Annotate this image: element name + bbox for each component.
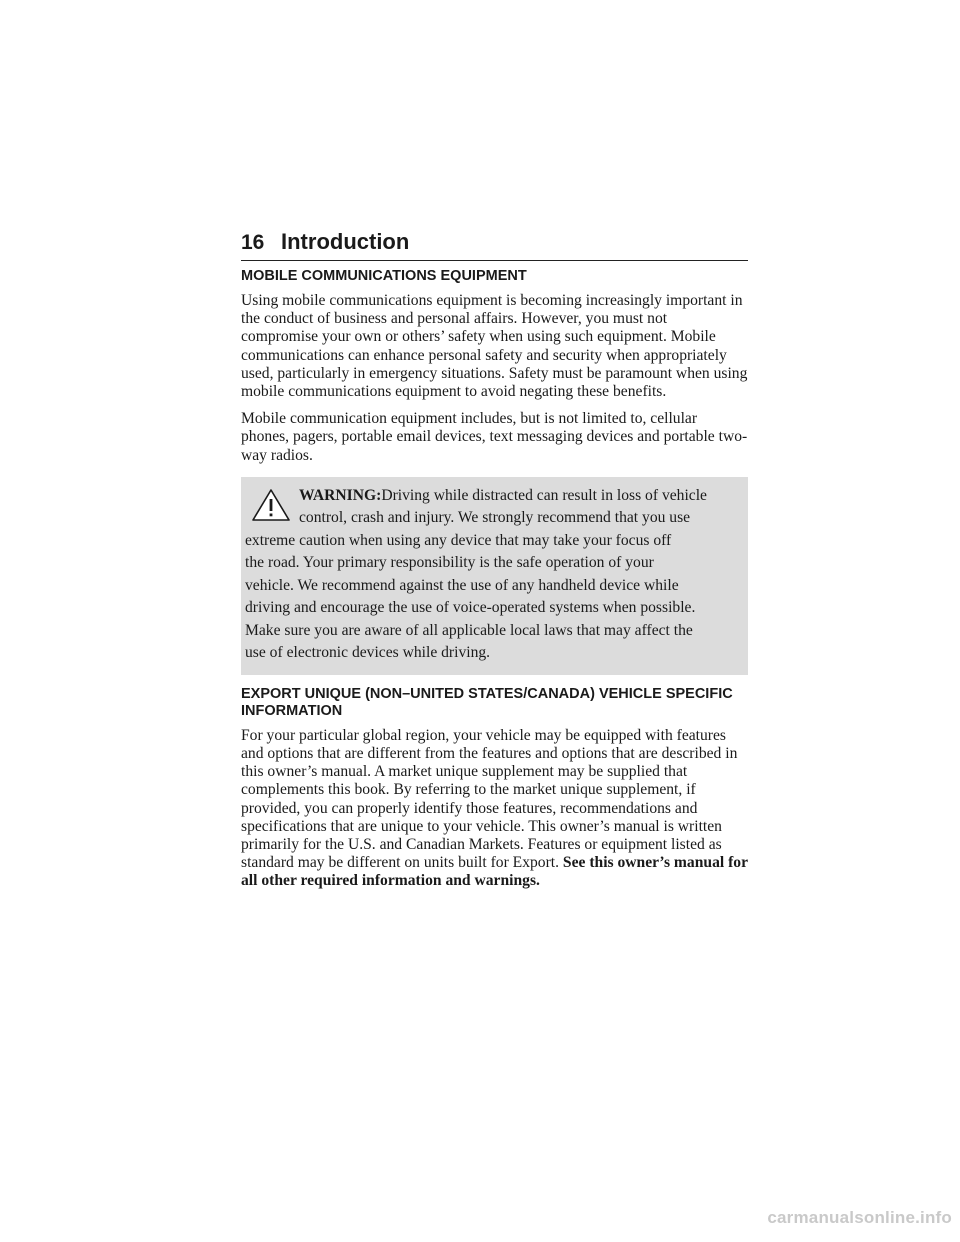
warning-line: extreme caution when using any device that may take your focus off	[245, 531, 672, 549]
warning-line: vehicle. We recommend against the use of any handheld device while	[245, 576, 679, 594]
warning-line: control, crash and injury. We strongly recommend that you use	[299, 509, 691, 527]
warning-triangle-icon	[251, 487, 291, 523]
page-content	[241, 268, 748, 900]
page-header	[241, 228, 748, 261]
page-number: 16	[241, 231, 265, 254]
paragraph-export-info	[241, 727, 748, 891]
warning-line: driving and encourage the use of voice-operated systems when possible.	[245, 599, 696, 617]
section-heading-mobile-communications: MOBILE COMMUNICATIONS EQUIPMENT	[241, 268, 527, 284]
watermark: carmanualsonline.info	[767, 1208, 952, 1227]
section-heading-export-unique: EXPORT UNIQUE (NON–UNITED STATES/CANADA) VEHICLE SPECIFIC INFORMATION	[241, 685, 733, 719]
warning-line: Make sure you are aware of all applicable local laws that may affect the	[245, 621, 693, 639]
paragraph-export-text: For your particular global region, your vehicle may be equipped with features and options that are different from the features and options that are described in this owner’s manual. A market unique supplement may be supplied that complements this book. By referring to the market unique supplement, if provided, you can properly identify those features, recommendations and specifications that are unique to your vehicle. This owner’s manual is written primarily for the U.S. and Canadian Markets. Features or equipment listed as standard may be different on units built for Export.	[241, 726, 738, 872]
warning-label: WARNING:	[299, 486, 382, 504]
warning-line: WARNING:Driving while distracted can result in loss of vehicle	[299, 486, 707, 504]
paragraph-mobile-equipment-list: Mobile communication equipment includes, but is not limited to, cellular phones, pagers, portable email devices, text messaging devices and portable two-way radios.	[241, 410, 748, 464]
warning-line: use of electronic devices while driving.	[245, 644, 491, 662]
chapter-title: Introduction	[281, 229, 410, 254]
warning-box	[241, 477, 748, 675]
paragraph-export-bold: See this owner’s manual for all other required information and warnings.	[241, 854, 748, 890]
paragraph-mobile-intro: Using mobile communications equipment is becoming increasingly important in the conduct of business and personal affairs. However, you must not compromise your own or others’ safety when using such equipment. Mobile communications can enhance personal safety and security when appropriately used, particularly in emergency situations. Safety must be paramount when using mobile communications equipment to avoid negating these benefits.	[241, 292, 748, 401]
warning-line: the road. Your primary responsibility is the safe operation of your	[245, 554, 654, 572]
